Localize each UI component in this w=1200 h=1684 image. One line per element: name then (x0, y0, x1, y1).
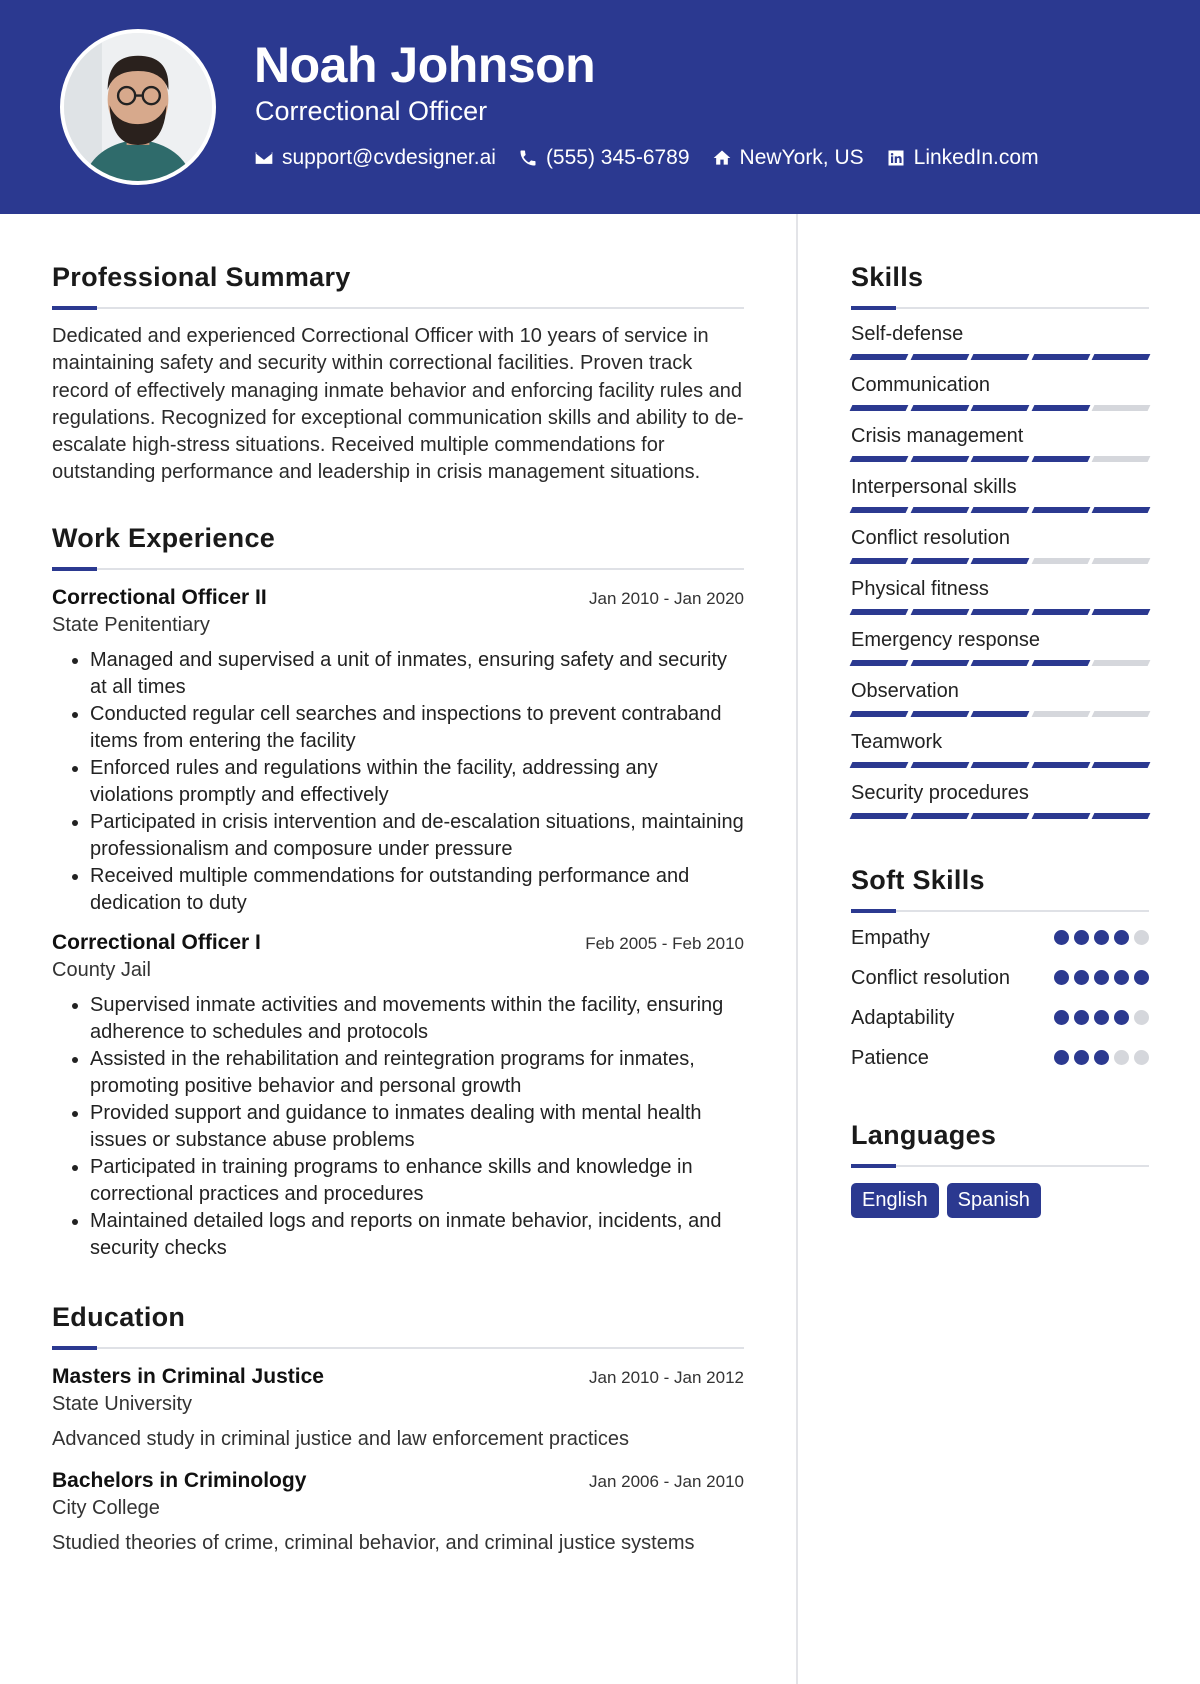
skill-level-segment (850, 762, 908, 768)
language-tag: English (851, 1183, 939, 1218)
skill-level-segment (850, 609, 908, 615)
skill-level-segment (850, 711, 908, 717)
soft-skill-item (851, 1044, 1149, 1072)
rating-dot (1134, 1050, 1149, 1065)
job-bullet: • Maintained detailed logs and reports on inmate behavior, incidents, and security checks (90, 1208, 744, 1262)
rating-dot (1054, 1010, 1069, 1025)
skill-item (851, 476, 1149, 513)
skill-item (851, 731, 1149, 768)
skill-level-segment (910, 609, 968, 615)
skill-name: Security procedures (851, 782, 1029, 804)
skill-level-segment (910, 405, 968, 411)
job-entry (52, 931, 744, 1262)
job-bullet: • Received multiple commendations for outstanding performance and dedication to duty (90, 863, 744, 917)
skill-level-segment (1092, 354, 1150, 360)
job-bullet: • Participated in training programs to enhance skills and knowledge in correctional practices and procedures (90, 1154, 744, 1208)
degree-title: Bachelors in Criminology (52, 1468, 307, 1492)
rating-dot (1114, 1010, 1129, 1025)
soft-skill-name: Conflict resolution (851, 967, 1010, 989)
skill-level-segment (1031, 762, 1089, 768)
skill-level-segment (910, 507, 968, 513)
skill-level-segment (910, 456, 968, 462)
contact-location (712, 146, 864, 170)
skill-item (851, 629, 1149, 666)
skill-item (851, 374, 1149, 411)
skill-level-segment (910, 354, 968, 360)
soft-skill-name: Adaptability (851, 1007, 955, 1029)
skill-level-segment (850, 660, 908, 666)
school-name: City College (52, 1496, 160, 1519)
skills-list (851, 323, 1149, 819)
skill-level-segment (1092, 813, 1150, 819)
skill-level-segment (1092, 660, 1150, 666)
experience-section (52, 523, 744, 1262)
envelope-icon (254, 148, 274, 168)
job-organization: State Penitentiary (52, 613, 210, 636)
skill-name: Observation (851, 680, 959, 702)
skill-level-segment (850, 456, 908, 462)
contact-linkedin-text: LinkedIn.com (913, 146, 1039, 169)
skill-level-bar (851, 456, 1149, 462)
skill-name: Interpersonal skills (851, 476, 1017, 498)
skill-name: Emergency response (851, 629, 1040, 651)
soft-skill-item (851, 1004, 1149, 1032)
rating-dot (1134, 1010, 1149, 1025)
skill-level-bar (851, 711, 1149, 717)
language-tags (851, 1183, 1149, 1218)
skill-level-segment (850, 405, 908, 411)
rating-dot (1054, 1050, 1069, 1065)
experience-heading: Work Experience (52, 522, 276, 553)
education-date: Jan 2010 - Jan 2012 (588, 1367, 744, 1387)
section-rule (52, 1347, 744, 1349)
skill-name: Conflict resolution (851, 527, 1010, 549)
skill-level-segment (1031, 405, 1089, 411)
skill-level-segment (971, 354, 1029, 360)
skills-section (851, 262, 1149, 819)
header (0, 0, 1200, 214)
soft-skill-name: Patience (851, 1047, 929, 1069)
job-bullet: • Provided support and guidance to inmates dealing with mental health issues or substance abuse problems (90, 1100, 744, 1154)
rating-dot (1094, 930, 1109, 945)
job-organization: County Jail (52, 958, 151, 981)
education-heading: Education (52, 1301, 186, 1332)
soft-skills-heading: Soft Skills (851, 865, 985, 895)
rating-dot (1074, 970, 1089, 985)
skill-level-segment (1031, 354, 1089, 360)
home-icon (712, 148, 732, 168)
job-bullet: • Managed and supervised a unit of inmates, ensuring safety and security at all times (90, 647, 744, 701)
section-rule (851, 1165, 1149, 1167)
skill-item (851, 527, 1149, 564)
languages-section (851, 1120, 1149, 1218)
contact-email[interactable] (254, 146, 496, 170)
skill-level-segment (910, 711, 968, 717)
profile-photo (64, 33, 212, 181)
job-bullets (52, 647, 744, 917)
contact-phone-text: (555) 345-6789 (545, 146, 690, 169)
candidate-name: Noah Johnson (254, 37, 596, 93)
skill-level-segment (971, 711, 1029, 717)
skill-level-bar (851, 660, 1149, 666)
section-rule (52, 568, 744, 570)
section-rule (851, 910, 1149, 912)
rating-dot (1134, 970, 1149, 985)
skill-level-segment (1092, 609, 1150, 615)
skill-level-bar (851, 405, 1149, 411)
skill-level-segment (910, 762, 968, 768)
skill-item (851, 323, 1149, 360)
skill-level-segment (971, 660, 1029, 666)
skill-level-segment (1092, 762, 1150, 768)
job-entry (52, 586, 744, 917)
contact-linkedin[interactable] (886, 146, 1039, 170)
contact-phone[interactable] (518, 146, 690, 170)
rating-dot (1114, 1050, 1129, 1065)
skill-level-segment (971, 609, 1029, 615)
skill-level-segment (971, 507, 1029, 513)
section-rule (52, 307, 744, 309)
rating-dot (1054, 970, 1069, 985)
job-bullet: • Supervised inmate activities and movements within the facility, ensuring adherence to schedules and protocols (90, 992, 744, 1046)
section-rule (851, 307, 1149, 309)
main-column (52, 262, 744, 1555)
skill-level-segment (971, 762, 1029, 768)
skill-level-segment (850, 354, 908, 360)
skill-level-segment (1031, 711, 1089, 717)
education-entry (52, 1469, 744, 1555)
soft-skill-item (851, 924, 1149, 952)
skill-name: Teamwork (851, 731, 943, 753)
job-bullet: • Enforced rules and regulations within the facility, addressing any violations promptly and effectively (90, 755, 744, 809)
contact-list (254, 146, 1039, 170)
rating-dot (1134, 930, 1149, 945)
soft-skill-rating (1054, 1050, 1149, 1065)
education-section (52, 1302, 744, 1555)
skill-level-segment (910, 813, 968, 819)
contact-email-text: support@cvdesigner.ai (282, 146, 496, 169)
rating-dot (1094, 1010, 1109, 1025)
skill-name: Self-defense (851, 323, 964, 345)
skill-name: Communication (851, 374, 990, 396)
soft-skills-section (851, 865, 1149, 1072)
skill-level-bar (851, 609, 1149, 615)
summary-section (52, 262, 744, 487)
skill-level-segment (1031, 507, 1089, 513)
skill-level-bar (851, 762, 1149, 768)
skill-item (851, 782, 1149, 819)
rating-dot (1094, 1050, 1109, 1065)
job-bullets (52, 992, 744, 1262)
summary-text: Dedicated and experienced Correctional Officer with 10 years of service in maintaining safety and security within correctional facilities. Proven track record of effectively managing inmate behavior and enforcing facility rules and regulations. Recognized for exceptional communication skills and ability to de-escalate high-stress situations. Received multiple commendations for outstanding performance and leadership in crisis management situations. (52, 325, 744, 484)
skill-level-segment (1031, 660, 1089, 666)
skill-level-segment (971, 405, 1029, 411)
rating-dot (1074, 1010, 1089, 1025)
skill-name: Crisis management (851, 425, 1024, 447)
rating-dot (1114, 970, 1129, 985)
sidebar-column (851, 262, 1149, 1218)
soft-skill-rating (1054, 1010, 1149, 1025)
skill-level-segment (971, 456, 1029, 462)
skill-level-segment (1031, 813, 1089, 819)
languages-heading: Languages (851, 1120, 997, 1150)
education-date: Jan 2006 - Jan 2010 (588, 1471, 744, 1491)
skills-heading: Skills (851, 262, 924, 292)
job-title: Correctional Officer II (52, 585, 267, 609)
skill-level-bar (851, 813, 1149, 819)
degree-title: Masters in Criminal Justice (52, 1364, 324, 1388)
rating-dot (1074, 930, 1089, 945)
phone-icon (518, 148, 538, 168)
skill-level-bar (851, 354, 1149, 360)
skill-level-segment (1092, 507, 1150, 513)
skill-level-bar (851, 558, 1149, 564)
skill-item (851, 680, 1149, 717)
skill-level-segment (971, 558, 1029, 564)
skill-name: Physical fitness (851, 578, 989, 600)
avatar (60, 29, 216, 185)
skill-level-segment (910, 660, 968, 666)
soft-skills-list (851, 924, 1149, 1072)
job-bullet: • Participated in crisis intervention and de-escalation situations, maintaining professionalism and composure under pressure (90, 809, 744, 863)
soft-skill-rating (1054, 930, 1149, 945)
skill-level-segment (850, 507, 908, 513)
job-date: Jan 2010 - Jan 2020 (588, 588, 744, 608)
skill-level-segment (971, 813, 1029, 819)
skill-level-segment (1031, 558, 1089, 564)
rating-dot (1074, 1050, 1089, 1065)
soft-skill-item (851, 964, 1149, 992)
skill-level-bar (851, 507, 1149, 513)
job-bullet: • Conducted regular cell searches and inspections to prevent contraband items from entering the facility (90, 701, 744, 755)
language-tag: Spanish (947, 1183, 1041, 1218)
job-date: Feb 2005 - Feb 2010 (585, 933, 744, 953)
job-bullet: • Assisted in the rehabilitation and reintegration programs for inmates, promoting positive behavior and personal growth (90, 1046, 744, 1100)
skill-level-segment (850, 813, 908, 819)
education-description: Advanced study in criminal justice and law enforcement practices (52, 1427, 629, 1450)
job-title: Correctional Officer I (52, 930, 261, 954)
rating-dot (1054, 930, 1069, 945)
skill-level-segment (1031, 609, 1089, 615)
soft-skill-rating (1054, 970, 1149, 985)
school-name: State University (52, 1392, 193, 1415)
rating-dot (1114, 930, 1129, 945)
skill-level-segment (850, 558, 908, 564)
linkedin-icon (886, 148, 906, 168)
column-divider (796, 214, 798, 1684)
soft-skill-name: Empathy (851, 927, 930, 949)
skill-level-segment (1092, 558, 1150, 564)
rating-dot (1094, 970, 1109, 985)
skill-level-segment (1092, 456, 1150, 462)
education-entry (52, 1365, 744, 1451)
skill-item (851, 425, 1149, 462)
summary-heading: Professional Summary (52, 262, 351, 292)
skill-level-segment (1031, 456, 1089, 462)
education-description: Studied theories of crime, criminal behavior, and criminal justice systems (52, 1531, 695, 1554)
skill-level-segment (1092, 711, 1150, 717)
skill-level-segment (1092, 405, 1150, 411)
skill-item (851, 578, 1149, 615)
skill-level-segment (910, 558, 968, 564)
contact-location-text: NewYork, US (739, 146, 864, 169)
candidate-title: Correctional Officer (255, 96, 488, 126)
